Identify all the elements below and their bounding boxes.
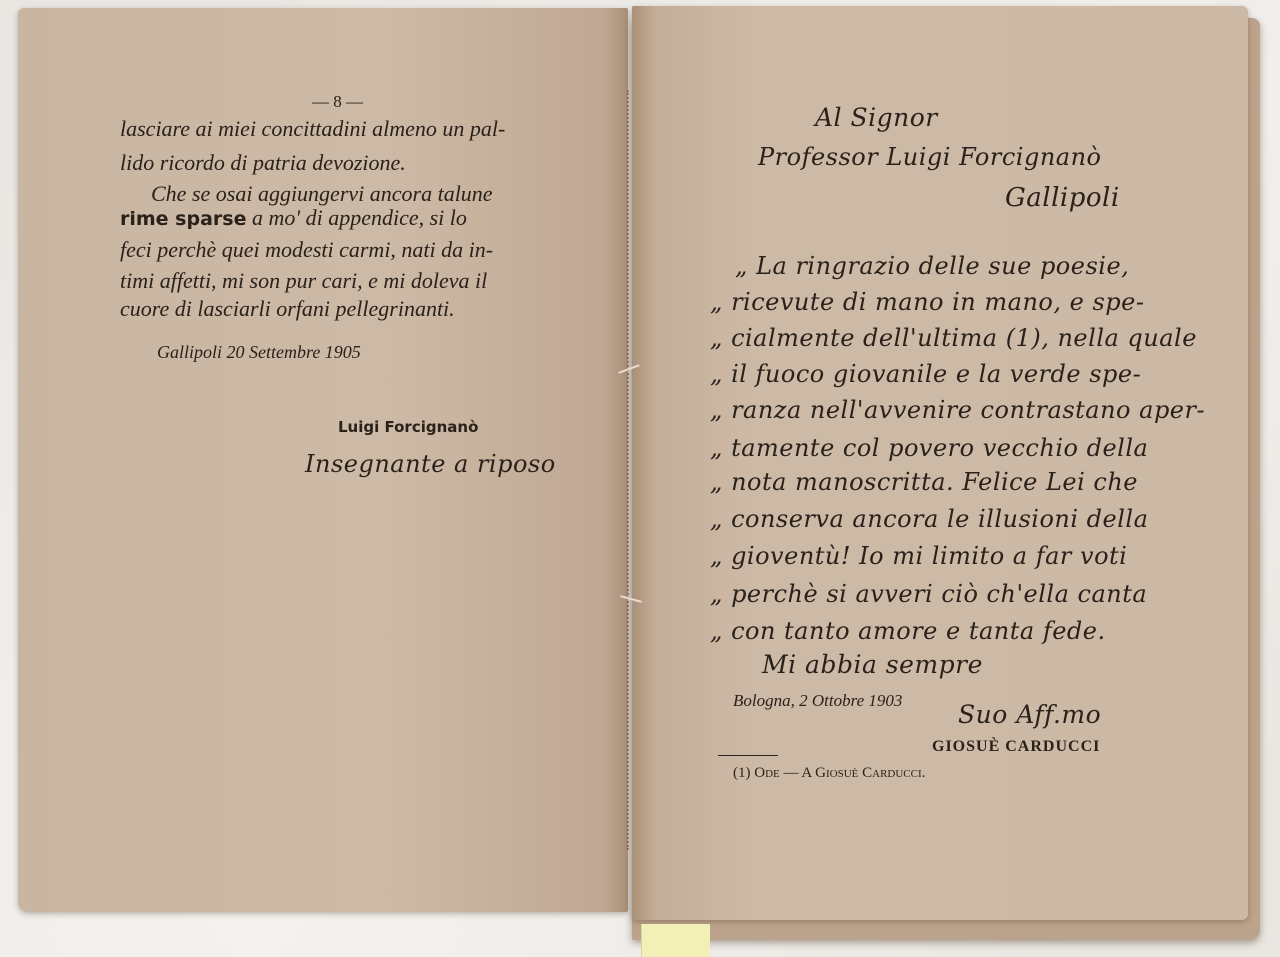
author-title: Insegnante a riposo [305,450,556,478]
letter-line: „ tamente col povero vecchio della [710,434,1149,462]
closing-line: Mi abbia sempre [762,650,983,679]
address-line: Al Signor [815,103,938,132]
body-line: lasciare ai miei concittadini almeno un pal- [120,116,506,141]
letter-line: „ ranza nell'avvenire contrastano aper- [710,396,1206,424]
letter-line: „ perchè si avveri ciò ch'ella canta [710,580,1148,608]
body-line: timi affetti, mi son pur cari, e mi doleva il [120,268,488,293]
valediction: Suo Aff.mo [958,700,1102,729]
body-line: feci perchè quei modesti carmi, nati da in- [120,237,494,262]
letter-line: „ ricevute di mano in mano, e spe- [710,288,1145,316]
page-number: — 8 — [312,92,363,111]
letter-date: Bologna, 2 Ottobre 1903 [733,691,903,710]
bold-phrase: rime sparse [120,208,247,230]
body-line-rest: a mo' di appendice, si lo [246,205,467,230]
letter-line: „ con tanto amore e tanta fede. [710,617,1106,645]
letter-line: „ cialmente dell'ultima (1), nella quale [710,324,1197,352]
footnote-rule [718,755,778,756]
bookmark-tab [641,924,710,957]
letter-line: „ nota manoscritta. Felice Lei che [710,468,1138,496]
body-line: Che se osai aggiungervi ancora talune [151,181,493,206]
address-line: Professor Luigi Forcignanò [758,143,1102,171]
footnote: (1) Ode — A Giosuè Carducci. [733,765,926,781]
body-line: cuore di lasciarli orfani pellegrinanti. [120,296,455,321]
body-line: lido ricordo di patria devozione. [120,150,406,175]
letter-line: „ il fuoco giovanile e la verde spe- [710,360,1142,388]
body-line [120,205,467,231]
letter-line: „ conserva ancora le illusioni della [710,505,1149,533]
letter-line: „ gioventù! Io mi limito a far voti [710,542,1128,570]
address-line: Gallipoli [1005,183,1120,213]
signer-name: GIOSUÈ CARDUCCI [932,738,1101,755]
letter-line: „ La ringrazio delle sue poesie, [735,252,1130,280]
author-name: Luigi Forcignanò [338,418,479,436]
binding-stitch [627,90,639,850]
left-date: Gallipoli 20 Settembre 1905 [157,342,361,362]
